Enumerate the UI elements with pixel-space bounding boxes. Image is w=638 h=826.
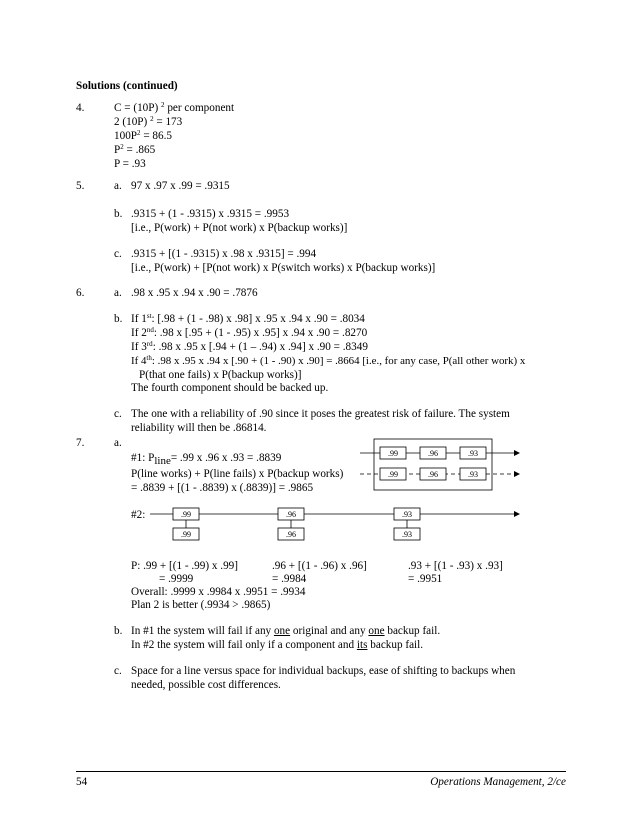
- plan2-box-bottom-2: [278, 528, 304, 540]
- plan2-box-top-1: [173, 508, 199, 520]
- q7-p-col-3-result: = .9951: [408, 573, 443, 585]
- q6-b-line-5: P(that one fails) x P(backup works)]: [139, 369, 302, 381]
- q7-plan1-line-3: = .8839 + [(1 - .8839) x (.8839)] = .9865: [131, 482, 314, 494]
- q7-p-col-2: .96 + [(1 - .96) x .96]: [272, 560, 367, 572]
- plan2-box-bottom-3: [394, 528, 420, 540]
- plan2-box-top-2: [278, 508, 304, 520]
- q7-b-label: b.: [114, 625, 123, 637]
- q6-c-label: c.: [114, 408, 122, 420]
- plan1-box-bottom-3: [460, 468, 486, 480]
- q7-p-col-2-result: = .9984: [272, 573, 307, 585]
- q7-p-col-3: .93 + [(1 - .93) x .93]: [408, 560, 503, 572]
- q5-c-label: c.: [114, 248, 122, 260]
- q7-c-line-2: needed, possible cost differences.: [131, 679, 281, 691]
- q5-b-line-2: [i.e., P(work) + P(not work) x P(backup works)]: [131, 222, 348, 234]
- plan2-box-top-3: [394, 508, 420, 520]
- q7-a-label: a.: [114, 437, 122, 449]
- q7-plan2-label: #2:: [131, 509, 146, 521]
- q5-c-line-1: .9315 + [(1 - .9315) x .98 x .9315] = .994: [131, 248, 317, 260]
- q5-b-line-1: .9315 + (1 - .9315) x .9315 = .9953: [131, 208, 290, 220]
- q4-line-2: 2 (10P) $^2$ = 173: [114, 115, 183, 128]
- q7-p-col-1: P: .99 + [(1 - .99) x .99]: [131, 560, 238, 572]
- q6-a-label: a.: [114, 287, 122, 299]
- q6-b-line-1: If 1st: [.98 + (1 - .98) x .98] x .95 x .94 x .90 = .8034: [131, 312, 365, 325]
- plan1-arrow-bottom: [514, 471, 520, 477]
- svg-text:.99: .99: [388, 470, 398, 479]
- q7-p-col-1-result: = .9999: [159, 573, 194, 585]
- q6-b-label: b.: [114, 313, 123, 325]
- plan1-diagram: [360, 438, 520, 494]
- q4-line-5: P = .93: [114, 158, 146, 170]
- svg-text:.99: .99: [388, 449, 398, 458]
- svg-text:.99: .99: [181, 510, 191, 519]
- plan1-box-top-1: [380, 447, 406, 459]
- q4-line-1: C = (10P) $^2$ per component: [114, 101, 235, 114]
- q7-number: 7.: [76, 437, 85, 449]
- svg-text:.96: .96: [286, 510, 296, 519]
- q6-b-line-2: If 2nd: .98 x [.95 + (1 - .95) x .95] x .94 x .90 = .8270: [131, 326, 368, 339]
- q5-a-line-1: 97 x .97 x .99 = .9315: [131, 180, 230, 192]
- q7-plan-better: Plan 2 is better (.9934 > .9865): [131, 599, 271, 611]
- svg-text:.93: .93: [402, 530, 412, 539]
- q6-c-line-2: reliability will then be .86814.: [131, 422, 267, 434]
- q7-b-line-2: In #2 the system will fail only if a component and its backup fail.: [131, 639, 424, 651]
- plan1-box-top-2: [420, 447, 446, 459]
- q6-b-line-4: If 4th: .98 x .95 x .94 x [.90 + (1 - .90) x .90] = .8664 [i.e., for any case, P(all other work) x: [131, 354, 526, 367]
- q7-overall: Overall: .9999 x .9984 x .9951 = .9934: [131, 586, 306, 598]
- q7-c-line-1: Space for a line versus space for individual backups, ease of shifting to backups when: [131, 665, 516, 677]
- plan2-diagram: [150, 504, 530, 544]
- q6-b-line-3: If 3rd: .98 x .95 x [.94 + (1 – .94) x .94] x .90 = .8349: [131, 340, 368, 353]
- q5-b-label: b.: [114, 208, 123, 220]
- q4-number: 4.: [76, 102, 85, 114]
- q7-plan1-line-2: P(line works) + P(line fails) x P(backup works): [131, 468, 344, 480]
- svg-text:.93: .93: [402, 510, 412, 519]
- footer-page-number: 54: [76, 776, 88, 788]
- section-heading: Solutions (continued): [76, 80, 178, 92]
- svg-text:.96: .96: [428, 470, 438, 479]
- q4-line-3: $100P^2 = 86.5$: [114, 129, 172, 142]
- q6-number: 6.: [76, 287, 85, 299]
- q5-number: 5.: [76, 180, 85, 192]
- q5-c-line-2: [i.e., P(work) + [P(not work) x P(switch works) x P(backup works)]: [131, 262, 436, 274]
- svg-text:.93: .93: [468, 449, 478, 458]
- svg-text:.93: .93: [468, 470, 478, 479]
- plan1-box-bottom-2: [420, 468, 446, 480]
- q6-a-line-1: .98 x .95 x .94 x .90 = .7876: [131, 287, 258, 299]
- q7-plan1-line-1: #1: $P_{line}= .99$ x .96 x .93 = .8839: [131, 452, 282, 467]
- svg-text:.96: .96: [428, 449, 438, 458]
- q5-a-label: a.: [114, 180, 122, 192]
- plan2-arrow: [514, 511, 520, 517]
- q7-b-line-1: In #1 the system will fail if any one original and any one backup fail.: [131, 625, 441, 637]
- svg-text:.99: .99: [181, 530, 191, 539]
- footer-book-title: Operations Management, 2/ce: [430, 776, 566, 788]
- plan2-box-bottom-1: [173, 528, 199, 540]
- q7-c-label: c.: [114, 665, 122, 677]
- footer-rule: [76, 771, 566, 772]
- svg-text:.96: .96: [286, 530, 296, 539]
- q4-line-4: $P^2 = .865$: [114, 143, 156, 156]
- q6-c-line-1: The one with a reliability of .90 since it poses the greatest risk of failure. The system: [131, 408, 510, 420]
- plan1-arrow-top: [514, 450, 520, 456]
- q6-b-line-6: The fourth component should be backed up.: [131, 382, 329, 394]
- plan1-box-top-3: [460, 447, 486, 459]
- plan1-box-bottom-1: [380, 468, 406, 480]
